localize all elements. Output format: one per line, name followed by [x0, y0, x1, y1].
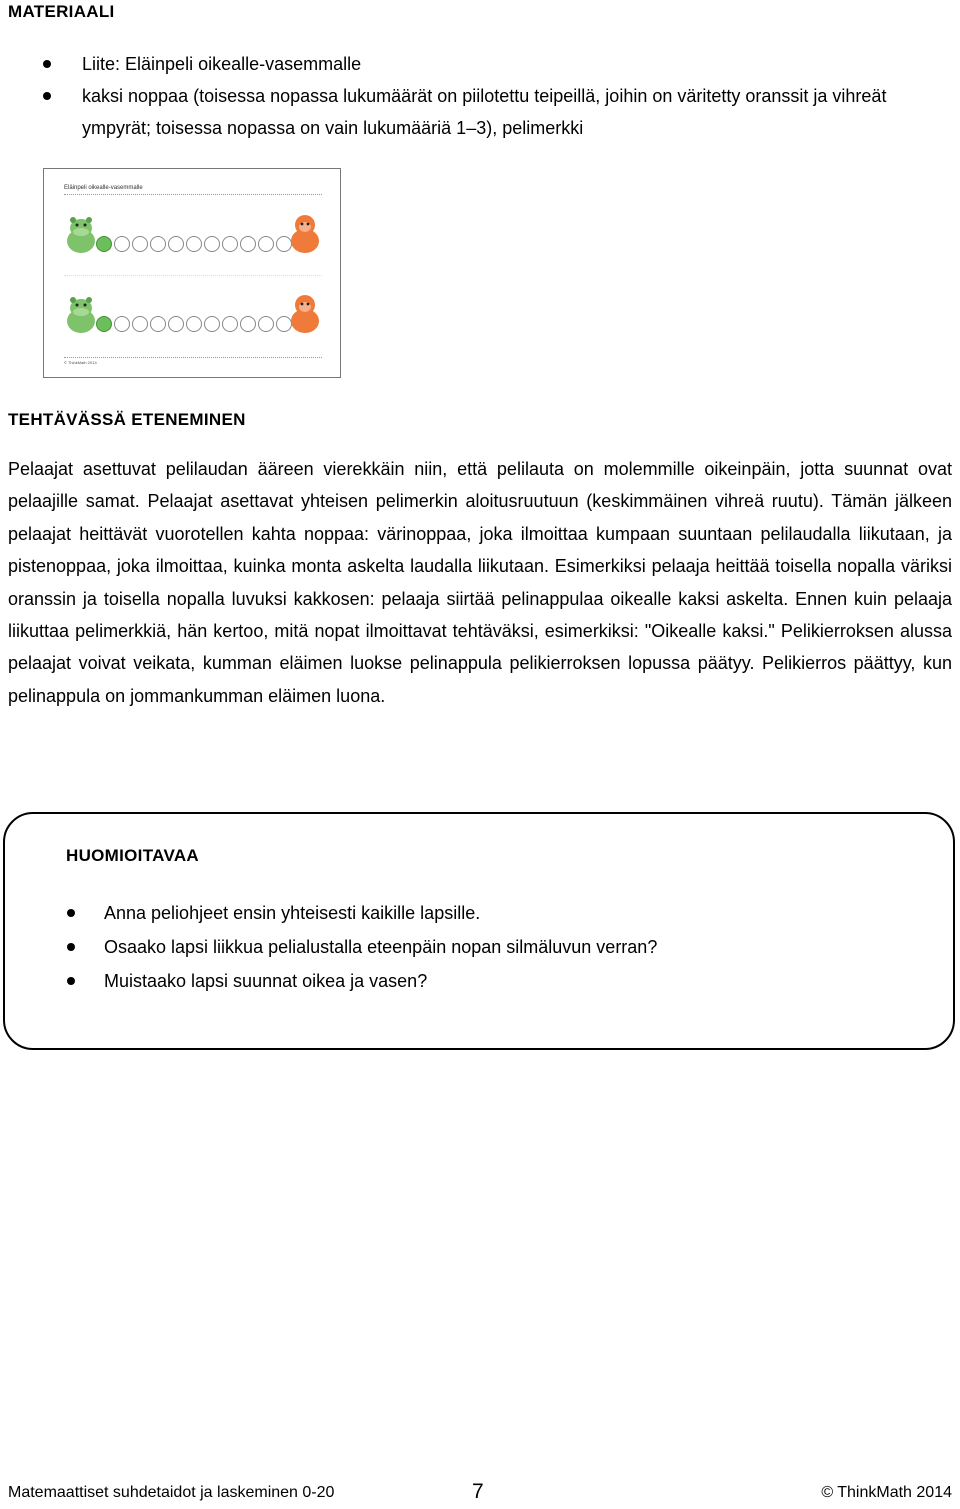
game-board-preview — [43, 168, 341, 378]
hippo-icon — [64, 295, 98, 335]
materials-list — [0, 48, 960, 144]
board-title: Eläinpeli oikealle-vasemmalle — [64, 185, 143, 191]
list-item: Liite: Eläinpeli oikealle-vasemmalle — [0, 48, 960, 80]
board-track-row — [96, 236, 310, 252]
materials-heading: MATERIAALI — [8, 2, 115, 21]
orangutan-icon — [288, 213, 322, 255]
list-item: Anna peliohjeet ensin yhteisesti kaikille lapsille. — [0, 896, 960, 930]
divider — [64, 275, 322, 276]
board-copyright: © ThinkMath 2014 — [64, 360, 97, 365]
list-item: kaksi noppaa (toisessa nopassa lukumäärät on piilotettu teipeillä, joihin on väritetty oranssit ja vihreät ympyrät; toisessa nopassa on vain lukumääriä 1–3), pelimerkki — [0, 80, 960, 144]
hippo-icon — [64, 215, 98, 255]
orangutan-icon — [288, 293, 322, 335]
footer-title: Matemaattiset suhdetaidot ja laskeminen 0-20 — [8, 1484, 335, 1501]
task-heading: TEHTÄVÄSSÄ ETENEMINEN — [8, 410, 246, 429]
notes-heading: HUOMIOITAVAA — [66, 846, 199, 865]
board-track-row — [96, 316, 310, 332]
divider — [64, 357, 322, 358]
divider — [64, 194, 322, 195]
task-paragraph: Pelaajat asettuvat pelilaudan ääreen vierekkäin niin, että pelilauta on molemmille oikeinpäin, jotta suunnat ovat pelaajille samat. Pelaajat asettavat yhteisen pelimerkin aloitusruutuun (keskimmäinen vihreä ruutu). Tämän jälkeen pelaajat heittävät vuorotellen kahta noppaa: värinoppaa, joka ilmoittaa kumpaan suuntaan pelilaudalla liikutaan, ja pistenoppaa, joka ilmoittaa, kuinka monta askelta laudalla liikutaan. Esimerkiksi pelaaja heittää toisella nopalla väriksi oranssin ja toisella nopalla luvuksi kakkosen: pelaaja siirtää pelinappulaa oikealle kaksi askelta. Ennen kuin pelaaja liikuttaa pelimerkkiä, hän kertoo, mitä nopat ilmoittavat tehtäväksi, esimerkiksi: "Oikealle kaksi." Pelikierroksen alussa pelaajat voivat veikata, kumman eläimen luokse pelinappula pelikierroksen lopussa päätyy. Pelikierros päättyy, kun pelinappula on jommankumman eläimen luona. — [8, 459, 952, 706]
footer-copyright: © ThinkMath 2014 — [821, 1484, 952, 1501]
page-number: 7 — [472, 1480, 484, 1503]
list-item: Osaako lapsi liikkua pelialustalla eteenpäin nopan silmäluvun verran? — [0, 930, 960, 964]
list-item: Muistaako lapsi suunnat oikea ja vasen? — [0, 964, 960, 998]
notes-list — [0, 896, 960, 998]
